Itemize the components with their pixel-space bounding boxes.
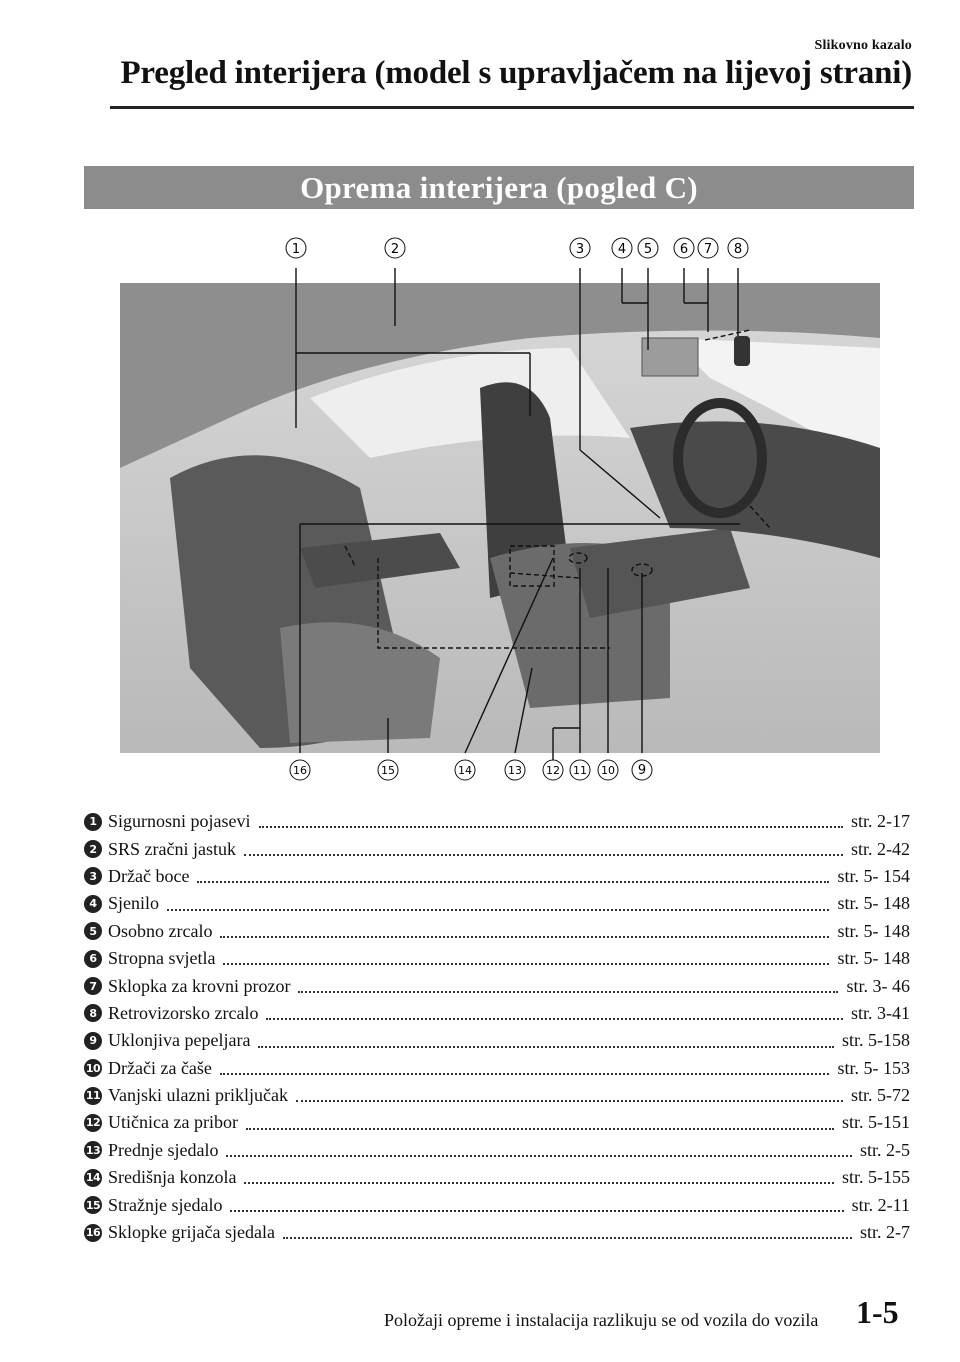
legend-item bbox=[84, 1109, 910, 1136]
legend-item bbox=[84, 890, 910, 917]
dot-leader bbox=[244, 842, 843, 856]
section-label: Slikovno kazalo bbox=[814, 38, 912, 53]
number-badge: 5 bbox=[84, 922, 102, 940]
page-number: 1-5 bbox=[856, 1294, 899, 1330]
number-badge: 10 bbox=[84, 1059, 102, 1077]
dot-leader bbox=[220, 1061, 830, 1075]
number-badge: 4 bbox=[84, 895, 102, 913]
legend-item bbox=[84, 972, 910, 999]
legend-item bbox=[84, 1027, 910, 1054]
number-badge: 15 bbox=[84, 1196, 102, 1214]
number-badge: 9 bbox=[84, 1032, 102, 1050]
mirror-shape bbox=[734, 336, 750, 366]
number-badge: 7 bbox=[84, 977, 102, 995]
legend-item bbox=[84, 918, 910, 945]
page-reference: str. 2-5 bbox=[859, 1139, 910, 1160]
page-reference: str. 2-42 bbox=[850, 838, 910, 859]
legend-label: Držač boce bbox=[108, 865, 190, 886]
dot-leader bbox=[266, 1006, 843, 1020]
page-reference: str. 5- 148 bbox=[837, 920, 910, 941]
number-badge: 16 bbox=[84, 1224, 102, 1242]
dot-leader bbox=[246, 1116, 834, 1130]
legend-label: Držači za čaše bbox=[108, 1057, 212, 1078]
legend-item bbox=[84, 1082, 910, 1109]
callout-4: 4 bbox=[617, 242, 627, 257]
legend-item bbox=[84, 1137, 910, 1164]
visor-shape bbox=[642, 338, 698, 376]
callout-3: 3 bbox=[575, 242, 585, 257]
footer-note: Položaji opreme i instalacija razlikuju se od vozila do vozila bbox=[384, 1310, 819, 1330]
page-reference: str. 2-17 bbox=[850, 811, 910, 832]
legend-list bbox=[84, 808, 910, 1246]
dot-leader bbox=[197, 869, 829, 883]
page-title: Pregled interijera (model s upravljačem na lijevoj strani) bbox=[120, 55, 912, 91]
dot-leader bbox=[258, 1034, 834, 1048]
legend-label: Prednje sjedalo bbox=[108, 1139, 219, 1160]
callout-2: 2 bbox=[390, 242, 400, 257]
page-reference: str. 5-72 bbox=[850, 1085, 910, 1106]
legend-label: Središnja konzola bbox=[108, 1167, 237, 1188]
page-reference: str. 5- 153 bbox=[837, 1057, 910, 1078]
dot-leader bbox=[296, 1088, 843, 1102]
page-reference: str. 3- 46 bbox=[846, 975, 910, 996]
page-reference: str. 5- 148 bbox=[837, 893, 910, 914]
dot-leader bbox=[220, 924, 829, 938]
legend-label: Osobno zrcalo bbox=[108, 920, 213, 941]
page-reference: str. 5- 148 bbox=[837, 948, 910, 969]
page-reference: str. 2-7 bbox=[859, 1222, 910, 1243]
callout-9: 9 bbox=[637, 763, 647, 778]
callout-6: 6 bbox=[679, 242, 689, 257]
callout-14: 14 bbox=[458, 764, 472, 777]
callout-7: 7 bbox=[703, 242, 713, 257]
legend-label: Sjenilo bbox=[108, 893, 160, 914]
legend-item bbox=[84, 1164, 910, 1191]
legend-label: Sklopke grijača sjedala bbox=[108, 1222, 275, 1243]
legend-item bbox=[84, 808, 910, 835]
legend-label: Sklopka za krovni prozor bbox=[108, 975, 291, 996]
dot-leader bbox=[223, 951, 829, 965]
number-badge: 6 bbox=[84, 950, 102, 968]
legend-label: Vanjski ulazni priključak bbox=[108, 1085, 288, 1106]
dot-leader bbox=[244, 1170, 834, 1184]
legend-item bbox=[84, 1055, 910, 1082]
page-reference: str. 5- 154 bbox=[837, 865, 910, 886]
dot-leader bbox=[283, 1225, 852, 1239]
number-badge: 2 bbox=[84, 840, 102, 858]
legend-item bbox=[84, 945, 910, 972]
legend-item bbox=[84, 1219, 910, 1246]
legend-item bbox=[84, 1191, 910, 1218]
dot-leader bbox=[167, 897, 829, 911]
page-reference: str. 3-41 bbox=[850, 1002, 910, 1023]
number-badge: 14 bbox=[84, 1169, 102, 1187]
callout-12: 12 bbox=[546, 764, 560, 777]
interior-illustration bbox=[110, 228, 884, 788]
number-badge: 3 bbox=[84, 867, 102, 885]
legend-label: Stražnje sjedalo bbox=[108, 1194, 223, 1215]
callout-16: 16 bbox=[293, 764, 307, 777]
page-reference: str. 5-155 bbox=[841, 1167, 910, 1188]
legend-label: Sigurnosni pojasevi bbox=[108, 811, 251, 832]
legend-label: Retrovizorsko zrcalo bbox=[108, 1002, 259, 1023]
dot-leader bbox=[226, 1143, 852, 1157]
page-reference: str. 2-11 bbox=[851, 1194, 910, 1215]
number-badge: 1 bbox=[84, 813, 102, 831]
callout-13: 13 bbox=[508, 764, 522, 777]
callout-15: 15 bbox=[381, 764, 395, 777]
legend-item bbox=[84, 863, 910, 890]
callout-1: 1 bbox=[291, 242, 301, 257]
number-badge: 12 bbox=[84, 1114, 102, 1132]
number-badge: 13 bbox=[84, 1141, 102, 1159]
section-heading: Oprema interijera (pogled C) bbox=[84, 166, 914, 209]
title-divider bbox=[110, 106, 914, 109]
callout-8: 8 bbox=[733, 242, 743, 257]
legend-label: Stropna svjetla bbox=[108, 948, 216, 969]
callout-10: 10 bbox=[601, 764, 615, 777]
legend-item bbox=[84, 835, 910, 862]
dot-leader bbox=[230, 1198, 843, 1212]
dot-leader bbox=[298, 979, 838, 993]
legend-label: Utičnica za pribor bbox=[108, 1112, 238, 1133]
legend-label: SRS zračni jastuk bbox=[108, 838, 236, 859]
legend-item bbox=[84, 1000, 910, 1027]
number-badge: 11 bbox=[84, 1087, 102, 1105]
number-badge: 8 bbox=[84, 1004, 102, 1022]
dot-leader bbox=[259, 814, 843, 828]
page-reference: str. 5-158 bbox=[841, 1030, 910, 1051]
callout-11: 11 bbox=[573, 764, 587, 777]
legend-label: Uklonjiva pepeljara bbox=[108, 1030, 251, 1051]
callout-5: 5 bbox=[643, 242, 653, 257]
page-reference: str. 5-151 bbox=[841, 1112, 910, 1133]
